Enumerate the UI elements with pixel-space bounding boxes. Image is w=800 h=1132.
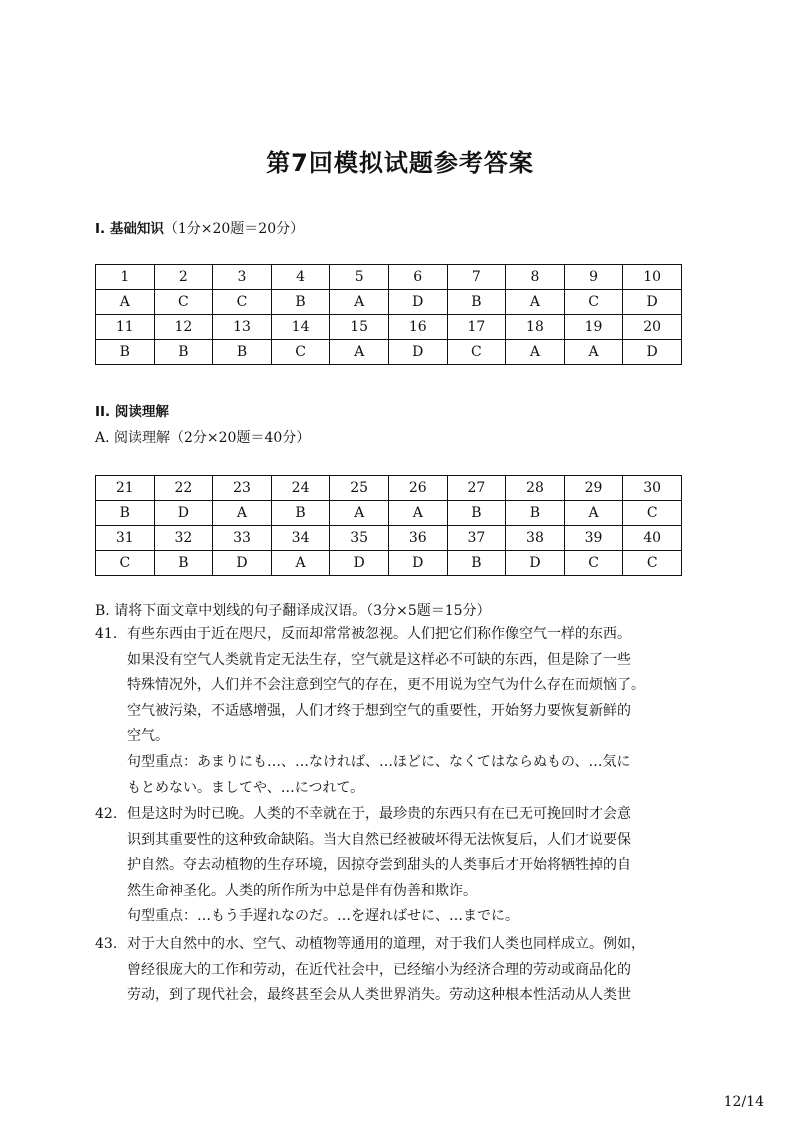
table-cell: A	[388, 501, 447, 526]
table-cell: C	[271, 340, 330, 365]
question-number: 42.	[95, 806, 118, 822]
table-cell: 20	[623, 315, 682, 340]
table-cell: B	[271, 290, 330, 315]
table-cell: 22	[154, 476, 213, 501]
answer-line: 劳动，到了现代社会，最终甚至会从人类世界消失。劳动这种根本性活动从人类世	[127, 987, 631, 1004]
table-cell: A	[564, 501, 623, 526]
answer-line: 如果没有空气人类就肯定无法生存，空气就是这样必不可缺的东西，但是除了一些	[127, 651, 631, 668]
answer-line: 空气。	[127, 728, 169, 745]
table-cell: B	[96, 501, 155, 526]
table-cell: D	[388, 340, 447, 365]
table-cell: D	[330, 551, 389, 576]
table-cell: D	[623, 340, 682, 365]
table-cell: A	[213, 501, 272, 526]
section-2-title: II. 阅读理解	[95, 404, 169, 420]
table-cell: C	[213, 290, 272, 315]
table-cell: 39	[564, 526, 623, 551]
table-cell: 3	[213, 265, 272, 290]
table-cell: B	[447, 551, 506, 576]
table-cell: 5	[330, 265, 389, 290]
sentence-pattern-line: 句型重点：あまりにも…、…なければ、…ほどに、なくてはならぬもの、…気に	[127, 753, 631, 770]
answer-line: 曾经很庞大的工作和劳动，在近代社会中，已经缩小为经济合理的劳动或商品化的	[127, 961, 631, 978]
answer-line: 识到其重要性的这种致命缺陷。当大自然已经被破坏得无法恢复后，人们才说要保	[127, 831, 631, 848]
table-cell: 40	[623, 526, 682, 551]
question-number: 41.	[95, 626, 118, 642]
table-cell: 31	[96, 526, 155, 551]
table-cell: 21	[96, 476, 155, 501]
table-cell: 25	[330, 476, 389, 501]
answer-table-1	[95, 264, 682, 365]
table-cell: 34	[271, 526, 330, 551]
section-2-heading	[95, 400, 169, 420]
table-cell: D	[388, 551, 447, 576]
sentence-pattern-line: 句型重点：…もう手遅れなのだ。…を遅ればせに、…までに。	[127, 908, 519, 925]
table-cell: 10	[623, 265, 682, 290]
table-cell: 32	[154, 526, 213, 551]
table-cell: D	[213, 551, 272, 576]
section-1-heading	[95, 217, 304, 238]
table-cell: C	[96, 551, 155, 576]
table-cell: 16	[388, 315, 447, 340]
table-row	[96, 476, 682, 501]
table-cell: 38	[506, 526, 565, 551]
table-cell: D	[388, 290, 447, 315]
table-cell: 13	[213, 315, 272, 340]
table-cell: A	[330, 501, 389, 526]
question-42	[95, 802, 695, 930]
table-cell: 4	[271, 265, 330, 290]
table-cell: C	[623, 501, 682, 526]
table-cell: 15	[330, 315, 389, 340]
table-cell: C	[447, 340, 506, 365]
table-row	[96, 340, 682, 365]
page-title: 第7回模拟试题参考答案	[266, 149, 534, 177]
table-cell: 27	[447, 476, 506, 501]
table-cell: A	[564, 340, 623, 365]
table-cell: 9	[564, 265, 623, 290]
table-cell: 35	[330, 526, 389, 551]
answer-line: 特殊情况外，人们并不会注意到空气的存在，更不用说为空气为什么存在而烦恼了。	[127, 677, 645, 694]
table-cell: 7	[447, 265, 506, 290]
table-cell: B	[447, 290, 506, 315]
table-cell: 37	[447, 526, 506, 551]
page-number: 12/14	[723, 1094, 764, 1110]
table-cell: 12	[154, 315, 213, 340]
table-cell: B	[506, 501, 565, 526]
table-cell: D	[154, 501, 213, 526]
table-row	[96, 290, 682, 315]
table-cell: A	[330, 290, 389, 315]
table-cell: 8	[506, 265, 565, 290]
table-cell: B	[271, 501, 330, 526]
section-2b-heading: B. 请将下面文章中划线的句子翻译成汉语。（3分×5题＝15分）	[95, 603, 491, 619]
table-cell: C	[154, 290, 213, 315]
table-cell: 11	[96, 315, 155, 340]
table-cell: D	[506, 551, 565, 576]
answer-line: 然生命神圣化。人类的所作所为中总是伴有伪善和欺诈。	[127, 882, 477, 899]
table-cell: D	[623, 290, 682, 315]
table-cell: B	[213, 340, 272, 365]
table-cell: 23	[213, 476, 272, 501]
table-cell: 6	[388, 265, 447, 290]
answer-table-2	[95, 475, 682, 576]
answer-line: 但是这时为时已晚。人类的不幸就在于，最珍贵的东西只有在已无可挽回时才会意	[127, 806, 631, 822]
section-1-title: I. 基础知识	[95, 221, 164, 237]
table-cell: A	[96, 290, 155, 315]
table-cell: B	[447, 501, 506, 526]
table-cell: C	[564, 551, 623, 576]
table-row	[96, 526, 682, 551]
question-number: 43.	[95, 936, 118, 952]
table-cell: B	[154, 340, 213, 365]
table-cell: C	[564, 290, 623, 315]
table-row	[96, 551, 682, 576]
answer-line: 对于大自然中的水、空气、动植物等通用的道理，对于我们人类也同样成立。例如，	[127, 936, 645, 952]
question-43	[95, 932, 695, 1009]
table-cell: B	[154, 551, 213, 576]
table-cell: 19	[564, 315, 623, 340]
table-row	[96, 501, 682, 526]
table-cell: A	[271, 551, 330, 576]
table-cell: A	[330, 340, 389, 365]
table-cell: 30	[623, 476, 682, 501]
table-row	[96, 265, 682, 290]
table-row	[96, 315, 682, 340]
table-cell: 14	[271, 315, 330, 340]
table-cell: 36	[388, 526, 447, 551]
table-cell: 33	[213, 526, 272, 551]
table-cell: A	[506, 290, 565, 315]
table-cell: B	[96, 340, 155, 365]
answer-line: 有些东西由于近在咫尺，反而却常常被忽视。人们把它们称作像空气一样的东西。	[127, 626, 631, 642]
table-cell: 17	[447, 315, 506, 340]
table-cell: C	[623, 551, 682, 576]
table-cell: 28	[506, 476, 565, 501]
table-cell: A	[506, 340, 565, 365]
section-1-score: （1分×20题＝20分）	[163, 221, 305, 237]
table-cell: 18	[506, 315, 565, 340]
sentence-pattern-line: もとめない。ましてや、…につれて。	[127, 779, 365, 796]
question-41	[95, 622, 695, 801]
section-2a-heading: A. 阅读理解（2分×20题＝40分）	[95, 430, 311, 446]
answer-line: 护自然。夺去动植物的生存环境，因掠夺尝到甜头的人类事后才开始将牺牲掉的自	[127, 857, 631, 874]
table-cell: 26	[388, 476, 447, 501]
table-cell: 1	[96, 265, 155, 290]
answer-line: 空气被污染，不适感增强，人们才终于想到空气的重要性，开始努力要恢复新鲜的	[127, 702, 631, 719]
table-cell: 29	[564, 476, 623, 501]
table-cell: 24	[271, 476, 330, 501]
table-cell: 2	[154, 265, 213, 290]
